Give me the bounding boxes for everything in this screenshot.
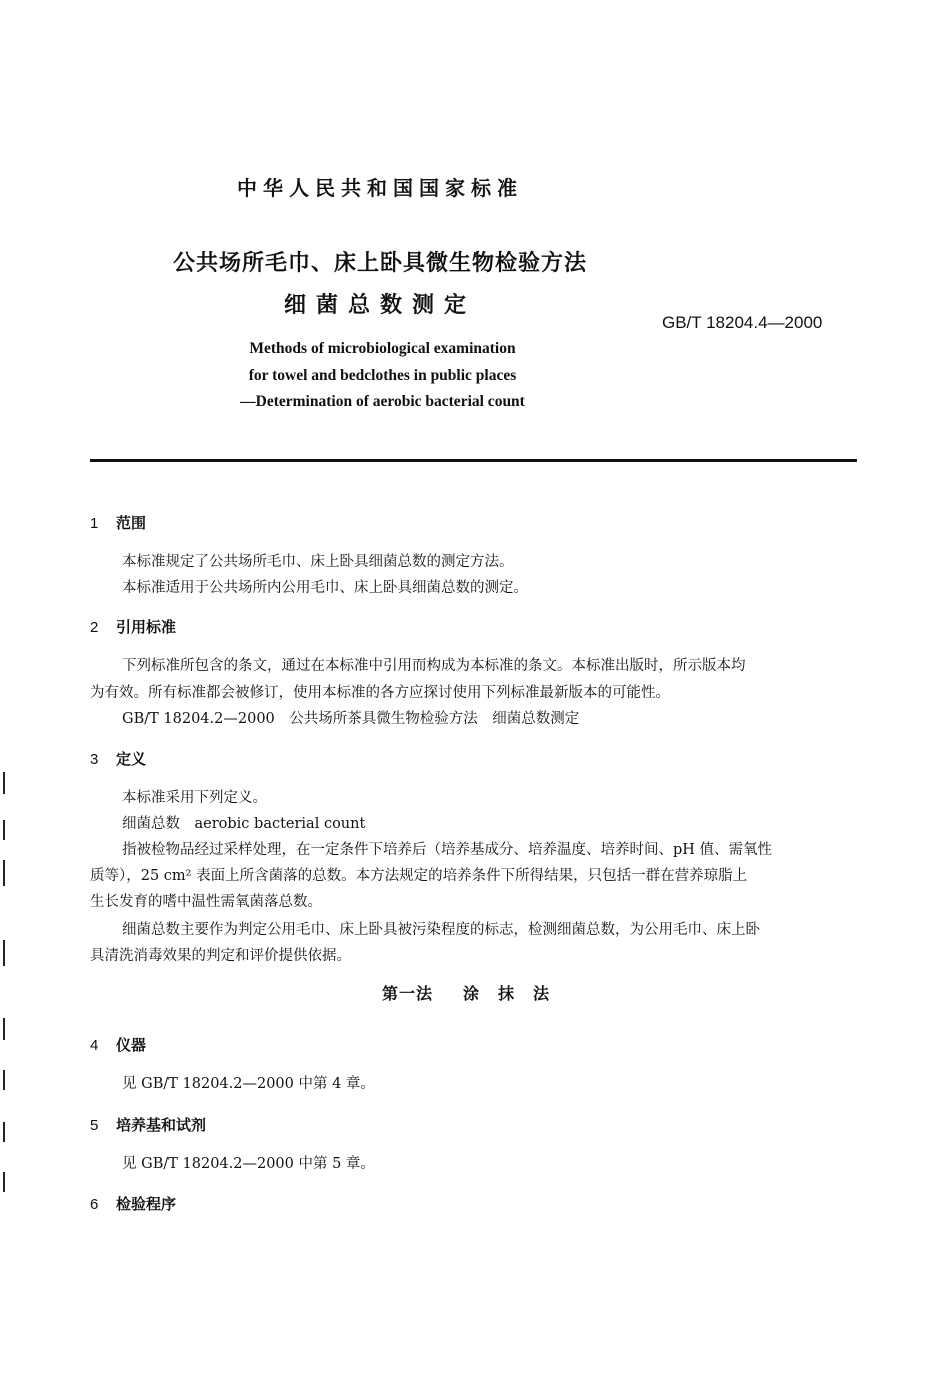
method-char: 抹 — [498, 984, 516, 1003]
scan-mark — [3, 940, 5, 966]
section-heading-media — [90, 1114, 206, 1135]
scan-mark — [3, 1018, 5, 1040]
english-title-line: Methods of microbiological examination — [249, 340, 516, 357]
section-number: 1 — [90, 515, 99, 532]
paragraph-line: 本标准规定了公共场所毛巾、床上卧具细菌总数的测定方法。 — [122, 554, 514, 570]
reference-entry: GB/T 18204.2—2000 公共场所茶具微生物检验方法 细菌总数测定 — [122, 711, 580, 727]
section-title: 引用标准 — [116, 618, 177, 636]
section-title: 定义 — [116, 750, 147, 768]
section-heading-scope — [90, 512, 146, 533]
scan-mark — [3, 1122, 5, 1142]
scan-mark — [3, 772, 5, 794]
section-number: 5 — [90, 1117, 99, 1134]
national-standard-heading: 中华人民共和国国家标准 — [237, 176, 523, 200]
scan-mark — [3, 820, 5, 840]
document-subtitle: 细菌总数测定 — [283, 293, 476, 318]
section-heading-references — [90, 616, 176, 637]
document-title: 公共场所毛巾、床上卧具微生物检验方法 — [172, 251, 587, 276]
scan-mark — [3, 860, 5, 886]
english-title-line: —Determination of aerobic bacterial count — [240, 393, 525, 410]
scan-mark — [3, 1172, 5, 1192]
method-label: 第一法 — [382, 984, 434, 1003]
section-heading-procedure — [90, 1193, 176, 1214]
paragraph-line: 本标准采用下列定义。 — [122, 790, 267, 806]
standard-code: GB/T 18204.4—2000 — [662, 313, 823, 332]
paragraph-line: 具清洗消毒效果的判定和评价提供依据。 — [90, 948, 351, 964]
section-title: 培养基和试剂 — [116, 1116, 207, 1134]
section-title: 仪器 — [116, 1036, 147, 1054]
section-number: 3 — [90, 751, 99, 768]
english-title-line: for towel and bedclothes in public places — [248, 367, 517, 384]
paragraph-line: 为有效。所有标准都会被修订，使用本标准的各方应探讨使用下列标准最新版本的可能性。 — [90, 685, 670, 701]
section-number: 4 — [90, 1037, 99, 1054]
method-char: 法 — [533, 984, 551, 1003]
paragraph-line: 指被检物品经过采样处理，在一定条件下培养后（培养基成分、培养温度、培养时间、pH 值、需氧性 — [122, 842, 773, 858]
method-heading — [382, 981, 550, 1004]
paragraph-line: 见 GB/T 18204.2—2000 中第 4 章。 — [122, 1076, 375, 1092]
section-heading-definitions — [90, 748, 146, 769]
paragraph-line: 下列标准所包含的条文，通过在本标准中引用而构成为本标准的条文。本标准出版时，所示版本均 — [122, 658, 746, 674]
header-divider — [90, 459, 857, 462]
definition-term: 细菌总数 aerobic bacterial count — [122, 816, 366, 832]
section-title: 范围 — [116, 514, 147, 532]
scan-mark — [3, 1070, 5, 1090]
section-heading-apparatus — [90, 1034, 146, 1055]
paragraph-line: 质等），25 cm² 表面上所含菌落的总数。本方法规定的培养条件下所得结果，只包括一群在营养琼脂上 — [90, 868, 748, 884]
paragraph-line: 细菌总数主要作为判定公用毛巾、床上卧具被污染程度的标志，检测细菌总数，为公用毛巾、床上卧 — [122, 922, 760, 938]
paragraph-line: 见 GB/T 18204.2—2000 中第 5 章。 — [122, 1156, 375, 1172]
paragraph-line: 本标准适用于公共场所内公用毛巾、床上卧具细菌总数的测定。 — [122, 580, 528, 596]
paragraph-line: 生长发育的嗜中温性需氧菌落总数。 — [90, 894, 322, 910]
section-number: 2 — [90, 619, 99, 636]
method-char: 涂 — [463, 984, 481, 1003]
section-title: 检验程序 — [116, 1195, 177, 1213]
section-number: 6 — [90, 1196, 99, 1213]
